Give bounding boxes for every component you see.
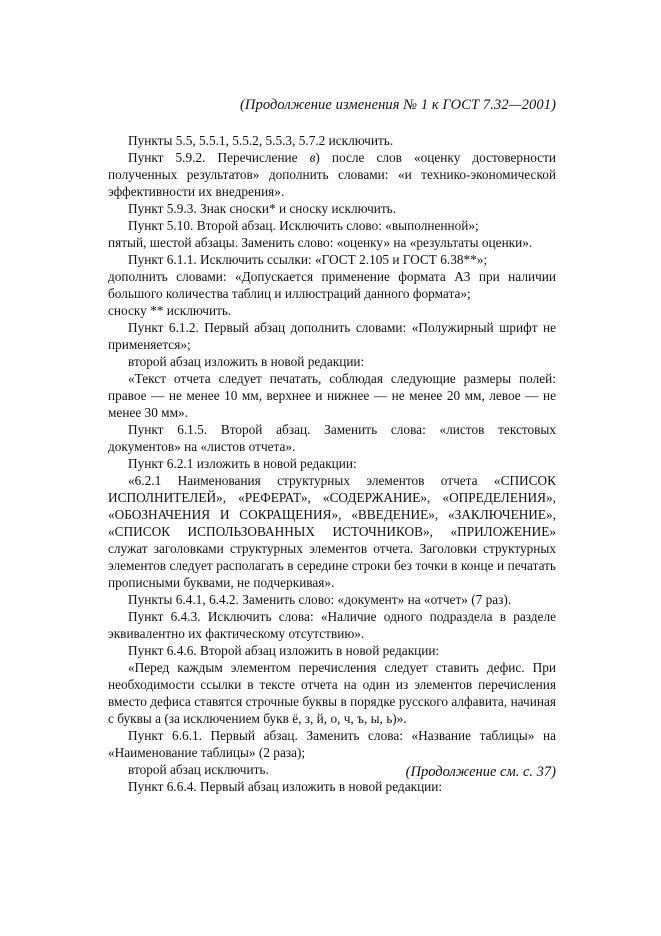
- paragraph: Пункт 6.6.4. Первый абзац изложить в новой редакции:: [128, 779, 443, 794]
- paragraph: Пункт 5.9.3. Знак сноски* и сноску исключить.: [128, 201, 397, 216]
- paragraph: Пункт 6.4.6. Второй абзац изложить в новой редакции:: [128, 643, 440, 658]
- paragraph: Пункт 5.10. Второй абзац. Исключить слово: «выполненной»;: [128, 218, 479, 233]
- paragraph: сноску ** исключить.: [108, 303, 232, 318]
- paragraph: Пункт 6.1.1. Исключить ссылки: «ГОСТ 2.105 и ГОСТ 6.38**»;: [128, 252, 488, 267]
- paragraph: дополнить словами: «Допускается применение формата А3 при наличии большого количества таблиц и иллюстраций данного формата»;: [108, 269, 556, 301]
- paragraph: Пункт 6.2.1 изложить в новой редакции:: [128, 456, 357, 471]
- paragraph: Пункт 6.1.5. Второй абзац. Заменить слова: «листов текстовых документов» на «листов отчета».: [108, 422, 556, 454]
- paragraph: Пункт 6.4.3. Исключить слова: «Наличие одного подраздела в разделе эквивалентно их фактическому отсутствию».: [108, 609, 556, 641]
- document-body: [108, 132, 556, 795]
- paragraph: «Перед каждым элементом перечисления следует ставить дефис. При необходимости ссылки в тексте отчета на один из элементов перечисления вместо дефиса ставятся строчные буквы в порядке русского алфавита, начиная с буквы а (за исключением букв ё, з, й, о, ч, ъ, ы, ь)».: [108, 660, 556, 726]
- paragraph-text: ) после слов «оценку достоверности полученных результатов» дополнить словами: «и технико-экономической эффективности их внедрения».: [108, 150, 557, 199]
- paragraph: «Текст отчета следует печатать, соблюдая следующие размеры полей: правое — не менее 10 мм, верхнее и нижнее — не менее 20 мм, левое — не менее 30 мм».: [108, 371, 556, 420]
- paragraph: Пункт 6.1.2. Первый абзац дополнить словами: «Полужирный шрифт не применяется»;: [108, 320, 556, 352]
- paragraph: Пункт 6.6.1. Первый абзац. Заменить слова: «Название таблицы» на «Наименование таблицы» (2 раза);: [108, 728, 556, 760]
- paragraph: Пункты 5.5, 5.5.1, 5.5.2, 5.5.3, 5.7.2 исключить.: [128, 133, 394, 148]
- page-footer-continuation: (Продолжение см. с. 37): [405, 764, 556, 780]
- paragraph: Пункты 6.4.1, 6.4.2. Заменить слово: «документ» на «отчет» (7 раз).: [128, 592, 512, 607]
- paragraph-text: Пункт 5.9.2. Перечисление: [128, 150, 310, 165]
- paragraph: пятый, шестой абзацы. Заменить слово: «оценку» на «результаты оценки».: [108, 235, 533, 250]
- paragraph-italic-letter: в: [309, 150, 316, 165]
- paragraph: второй абзац изложить в новой редакции:: [128, 354, 365, 369]
- page-header-continuation: (Продолжение изменения № 1 к ГОСТ 7.32—2001): [239, 97, 556, 113]
- paragraph: «6.2.1 Наименования структурных элементов отчета «СПИСОК ИСПОЛНИТЕЛЕЙ», «РЕФЕРАТ», «СОДЕРЖАНИЕ», «ОПРЕДЕЛЕНИЯ», «ОБОЗНАЧЕНИЯ И СОКРАЩЕНИЯ», «ВВЕДЕНИЕ», «ЗАКЛЮЧЕНИЕ», «СПИСОК ИСПОЛЬЗОВАННЫХ ИСТОЧНИКОВ», «ПРИЛОЖЕНИЕ» служат заголовками структурных элементов отчета. Заголовки структурных элементов следует располагать в середине строки без точки в конце и печатать прописными буквами, не подчеркивая».: [108, 473, 556, 590]
- paragraph: второй абзац исключить.: [128, 762, 269, 777]
- paragraph: [108, 149, 556, 200]
